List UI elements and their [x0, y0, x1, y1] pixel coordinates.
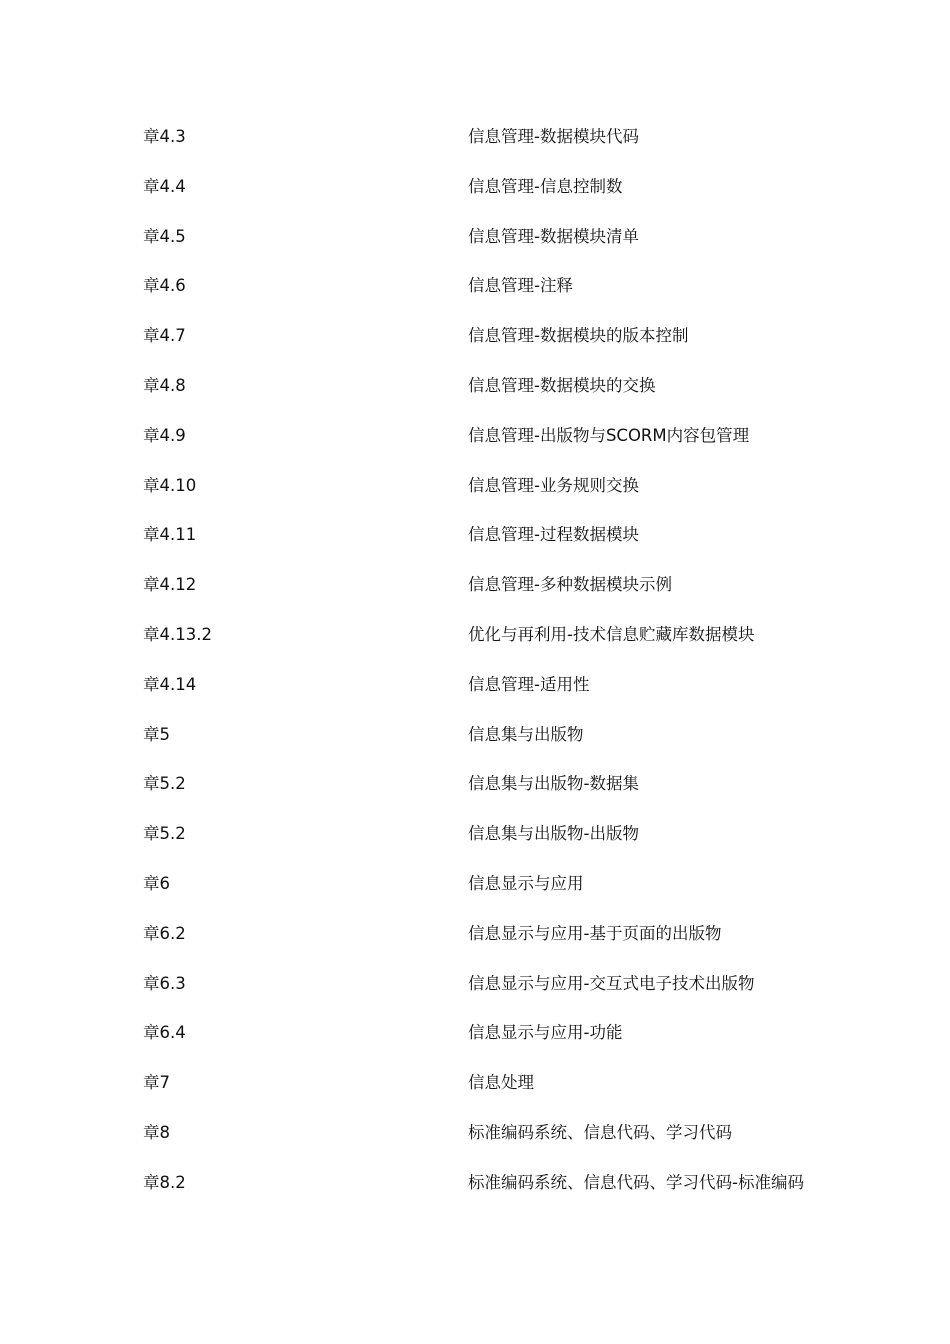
table-row: [143, 521, 863, 571]
chapter-title: 信息处理: [468, 1073, 534, 1093]
table-row: [143, 770, 863, 820]
table-row: [143, 1019, 863, 1069]
chapter-number: 章4.14: [143, 674, 197, 694]
chapter-title: 信息显示与应用-基于页面的出版物: [468, 923, 722, 943]
chapter-number: 章4.6: [143, 276, 186, 296]
table-row: [143, 1169, 863, 1219]
chapter-number: 章4.10: [143, 475, 197, 495]
chapter-number: 章6.2: [143, 923, 186, 943]
table-row: [143, 472, 863, 522]
table-row: [143, 322, 863, 372]
table-row: [143, 820, 863, 870]
chapter-title: 标准编码系统、信息代码、学习代码-标准编码: [468, 1172, 804, 1192]
table-row: [143, 671, 863, 721]
chapter-number: 章4.8: [143, 375, 186, 395]
table-row: [143, 123, 863, 173]
chapter-number: 章8.2: [143, 1172, 186, 1192]
chapter-title: 信息管理-数据模块清单: [468, 226, 639, 246]
chapter-number: 章6.4: [143, 1023, 186, 1043]
chapter-title: 优化与再利用-技术信息贮藏库数据模块: [468, 624, 755, 644]
chapter-title: 信息管理-出版物与SCORM内容包管理: [468, 425, 750, 445]
table-row: [143, 721, 863, 771]
chapter-number: 章4.12: [143, 575, 197, 595]
table-row: [143, 571, 863, 621]
chapter-title: 信息管理-过程数据模块: [468, 525, 639, 545]
chapter-title: 信息显示与应用: [468, 873, 584, 893]
table-row: [143, 173, 863, 223]
chapter-title: 信息显示与应用-功能: [468, 1023, 623, 1043]
chapter-title: 信息集与出版物-出版物: [468, 824, 639, 844]
chapter-title: 信息管理-信息控制数: [468, 176, 623, 196]
chapter-number: 章5.2: [143, 824, 186, 844]
chapter-title: 信息管理-数据模块的版本控制: [468, 326, 689, 346]
table-row: [143, 870, 863, 920]
table-row: [143, 223, 863, 273]
chapter-number: 章4.4: [143, 176, 186, 196]
table-row: [143, 422, 863, 472]
table-row: [143, 372, 863, 422]
chapter-table: [143, 123, 863, 1219]
chapter-number: 章4.11: [143, 525, 197, 545]
table-row: [143, 1119, 863, 1169]
chapter-title: 信息管理-数据模块代码: [468, 127, 639, 146]
chapter-title: 信息管理-业务规则交换: [468, 475, 639, 495]
chapter-title: 信息管理-注释: [468, 276, 573, 296]
chapter-title: 信息管理-适用性: [468, 674, 590, 694]
chapter-number: 章5.2: [143, 774, 186, 794]
chapter-number: 章6: [143, 873, 170, 893]
chapter-title: 信息管理-多种数据模块示例: [468, 575, 672, 595]
table-row: [143, 970, 863, 1020]
chapter-number: 章8: [143, 1122, 170, 1142]
chapter-title: 信息管理-数据模块的交换: [468, 375, 656, 395]
table-row: [143, 920, 863, 970]
chapter-number: 章4.3: [143, 127, 186, 146]
chapter-number: 章4.9: [143, 425, 186, 445]
chapter-title: 信息集与出版物: [468, 724, 584, 744]
chapter-title: 信息显示与应用-交互式电子技术出版物: [468, 973, 755, 993]
chapter-number: 章6.3: [143, 973, 186, 993]
table-row: [143, 1069, 863, 1119]
table-row: [143, 272, 863, 322]
chapter-number: 章4.13.2: [143, 624, 212, 644]
chapter-number: 章4.5: [143, 226, 186, 246]
chapter-number: 章4.7: [143, 326, 186, 346]
chapter-number: 章5: [143, 724, 170, 744]
chapter-number: 章7: [143, 1073, 170, 1093]
chapter-title: 信息集与出版物-数据集: [468, 774, 639, 794]
table-row: [143, 621, 863, 671]
chapter-title: 标准编码系统、信息代码、学习代码: [468, 1122, 732, 1142]
